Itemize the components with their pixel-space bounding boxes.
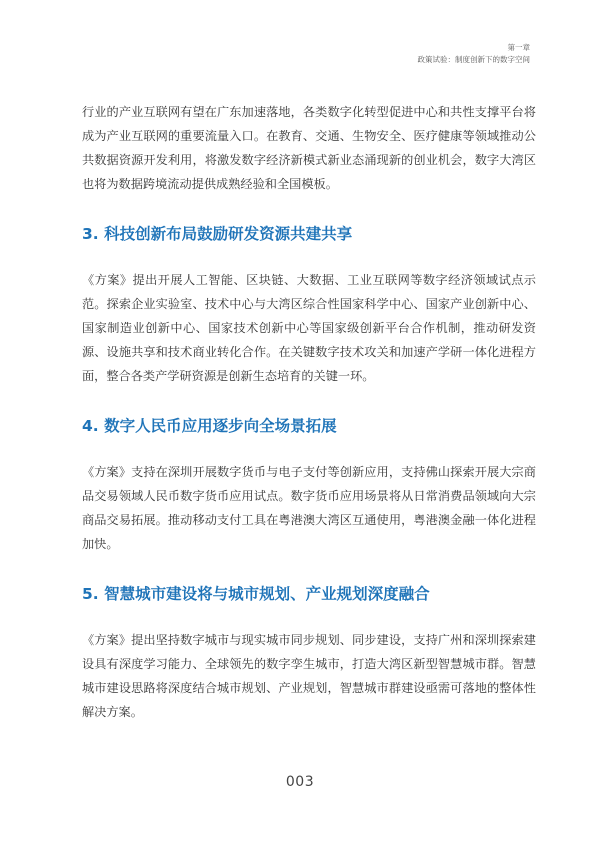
section-heading-5: 5. 智慧城市建设将与城市规划、产业规划深度融合 bbox=[82, 585, 430, 603]
section-body-4: 《方案》支持在深圳开展数字货币与电子支付等创新应用，支持佛山探索开展大宗商品交易领域人民币数字货币应用试点。数字货币应用场景将从日常消费品领域向大宗商品交易拓展。推动移动支付工具在粤港澳大湾区互通使用，粤港澳金融一体化进程加快。 bbox=[82, 465, 536, 551]
page-number: 003 bbox=[285, 774, 315, 790]
section-heading-3: 3. 科技创新布局鼓励研发资源共建共享 bbox=[82, 225, 353, 243]
section-heading-4: 4. 数字人民币应用逐步向全场景拓展 bbox=[82, 417, 337, 435]
running-header bbox=[418, 42, 531, 66]
section-body-5: 《方案》提出坚持数字城市与现实城市同步规划、同步建设，支持广州和深圳探索建设具有深度学习能力、全球领先的数字孪生城市，打造大湾区新型智慧城市群。智慧城市建设思路将深度结合城市规划、产业规划，智慧城市群建设亟需可落地的整体性解决方案。 bbox=[82, 633, 536, 719]
chapter-subtitle: 政策试验：制度创新下的数字空间 bbox=[417, 55, 530, 64]
section-body-3: 《方案》提出开展人工智能、区块链、大数据、工业互联网等数字经济领域试点示范。探索企业实验室、技术中心与大湾区综合性国家科学中心、国家产业创新中心、国家制造业创新中心、国家技术创新中心等国家级创新平台合作机制，推动研发资源、设施共享和技术商业转化合作。在关键数字技术攻关和加速产学研一体化进程方面，整合各类产学研资源是创新生态培育的关键一环。 bbox=[82, 273, 536, 383]
chapter-label: 第一章 bbox=[507, 43, 530, 52]
page-content bbox=[82, 100, 536, 724]
intro-paragraph: 行业的产业互联网有望在广东加速落地，各类数字化转型促进中心和共性支撑平台将成为产业互联网的重要流量入口。在教育、交通、生物安全、医疗健康等领域推动公共数据资源开发利用，将激发数字经济新模式新业态涌现新的创业机会，数字大湾区也将为数据跨境流动提供成熟经验和全国模板。 bbox=[82, 105, 536, 191]
